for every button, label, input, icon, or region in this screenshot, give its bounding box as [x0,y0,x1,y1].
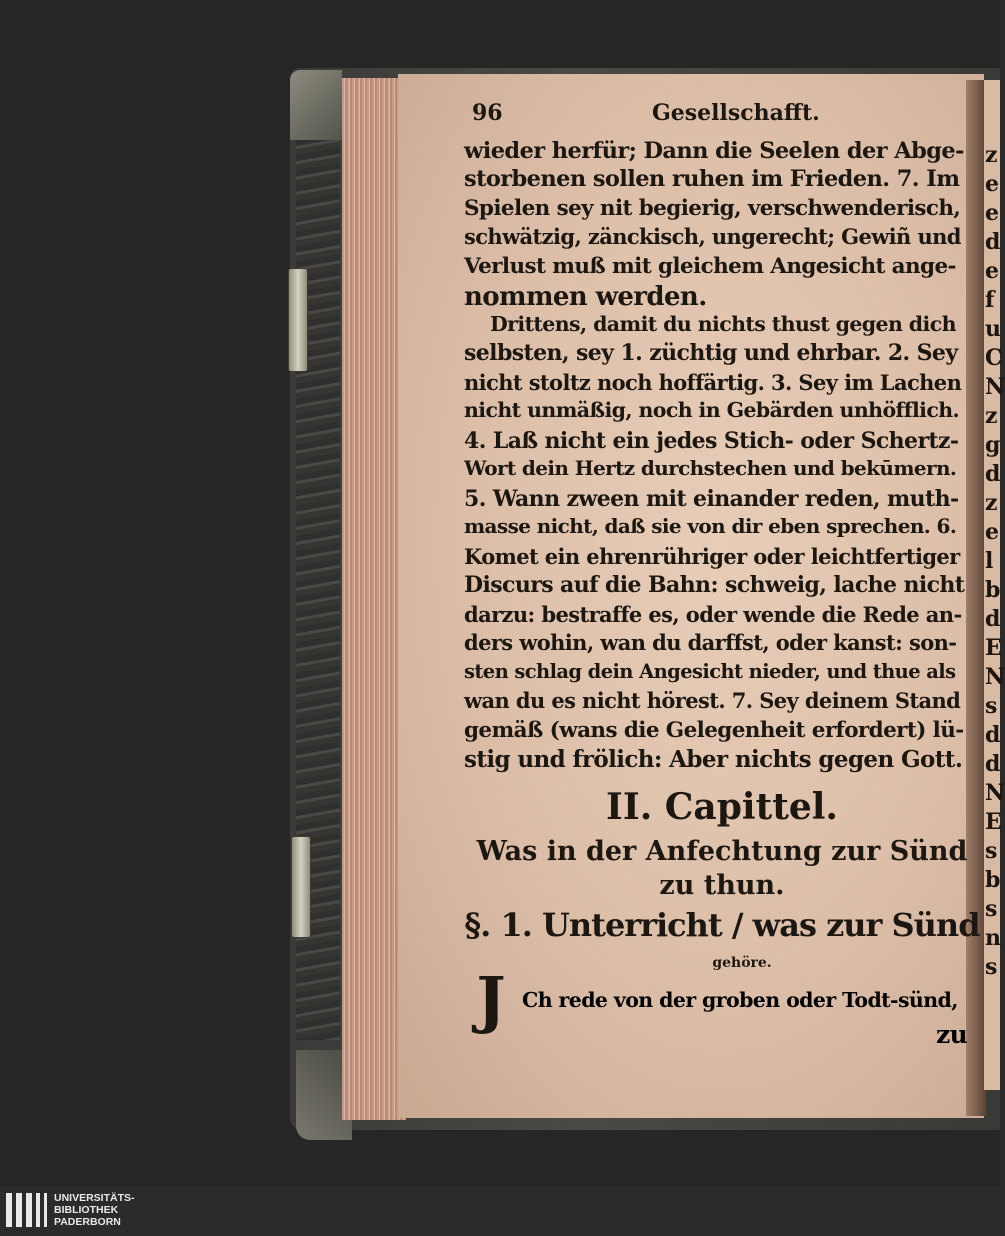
section-heading: §. 1. Unterricht / was zur Sünd [464,906,980,944]
facing-page-edge [984,80,1005,1090]
body-line: wan du es nicht hörest. 7. Sey deinem Stand [464,688,961,713]
metal-corner-top [290,70,342,140]
facing-page-letter: d [985,461,1001,487]
facing-page-letter: d [985,606,1001,632]
body-line: 4. Laß nicht ein jedes Stich- oder Schertz- [464,428,959,454]
body-line: masse nicht, daß sie von dir eben sprechen. 6. [464,514,957,538]
clasp-top [288,268,308,372]
section-heading-line2: gehöre. [712,955,772,971]
body-line: nommen werden. [464,282,707,312]
facing-page-letter: e [985,258,999,284]
body-line: darzu: bestraffe es, oder wende die Rede an- [464,602,962,627]
body-line: Spielen sey nit begierig, verschwenderisch, [464,196,961,221]
chapter-title-line1: Was in der Anfechtung zur Sünd [476,836,968,867]
body-line: selbsten, sey 1. züchtig und ehrbar. 2. Sey [464,340,958,366]
body-line: nicht stoltz noch hoffärtig. 3. Sey im Lachen [464,370,962,395]
facing-page-letter: d [985,751,1001,777]
chapter-number: II. Capittel. [606,786,838,828]
body-line: sten schlag dein Angesicht nieder, und thue als [464,660,956,683]
facing-page-letter: b [985,577,1001,603]
running-head: Gesellschafft. [652,100,820,126]
facing-page-letter: N [985,374,1005,400]
body-line: gemäß (wans die Gelegenheit erfordert) lü- [464,718,964,743]
body-line: nicht unmäßig, noch in Gebärden unhöfflich. [464,398,960,422]
facing-page-letter: d [985,722,1001,748]
body-line: stig und frölich: Aber nichts gegen Gott. [464,746,963,773]
facing-page-letter: f [985,287,995,313]
facing-page-letter: e [985,519,999,545]
facing-page-letter: N [985,780,1005,806]
page-number: 96 [472,100,503,126]
body-line: ders wohin, wan du darffst, oder kanst: son- [464,630,957,655]
facing-page-letter: E [985,635,1002,661]
page-edges [342,78,406,1120]
body-line: Verlust muß mit gleichem Angesicht ange- [464,254,956,279]
facing-page-letter: N [985,664,1005,690]
facing-page-letter: g [985,432,1001,458]
facing-page-letter: z [985,142,998,168]
facing-page-letter: s [985,896,998,922]
library-footer [0,1186,1000,1236]
facing-page-letter: E [985,809,1002,835]
body-line: wieder herfür; Dann die Seelen der Abge- [464,138,964,164]
facing-page-letter: e [985,171,999,197]
facing-page-letter: z [985,490,998,516]
drop-cap: J [476,963,506,1036]
facing-page-letter: z [985,403,998,429]
library-name-line2: BIBLIOTHEK [54,1204,119,1216]
library-name-line1: UNIVERSITÄTS- [54,1192,135,1204]
catchword: zu [936,1020,968,1049]
library-name-line3: PADERBORN [54,1216,121,1228]
body-line: storbenen sollen ruhen im Frieden. 7. Im [464,166,960,192]
closing-line: Ch rede von der groben oder Todt-sünd, [522,988,958,1012]
facing-page-letter: s [985,954,998,980]
facing-page-letter: b [985,867,1001,893]
library-logo-icon [6,1193,50,1227]
body-line: Wort dein Hertz durchstechen und bekūmern. [464,456,957,480]
facing-page-letter: s [985,693,998,719]
body-line: Drittens, damit du nichts thust gegen dich [490,312,956,336]
body-line: Discurs auf die Bahn: schweig, lache nicht [464,572,965,598]
facing-page-letter: u [985,316,1001,342]
library-name [54,1192,135,1228]
facing-page-letter: e [985,200,999,226]
facing-page-letter: n [985,925,1001,951]
facing-page-letter: C [985,345,1003,371]
chapter-title-line2: zu thun. [659,870,785,901]
facing-page-letter: d [985,229,1001,255]
body-line: schwätzig, zänckisch, ungerecht; Gewiñ und [464,224,961,249]
facing-page-letter: l [985,548,994,574]
body-line: 5. Wann zween mit einander reden, muth- [464,486,959,512]
facing-page-letter: s [985,838,998,864]
body-line: Komet ein ehrenrühriger oder leichtfertiger [464,544,960,569]
clasp-bottom [291,836,311,938]
